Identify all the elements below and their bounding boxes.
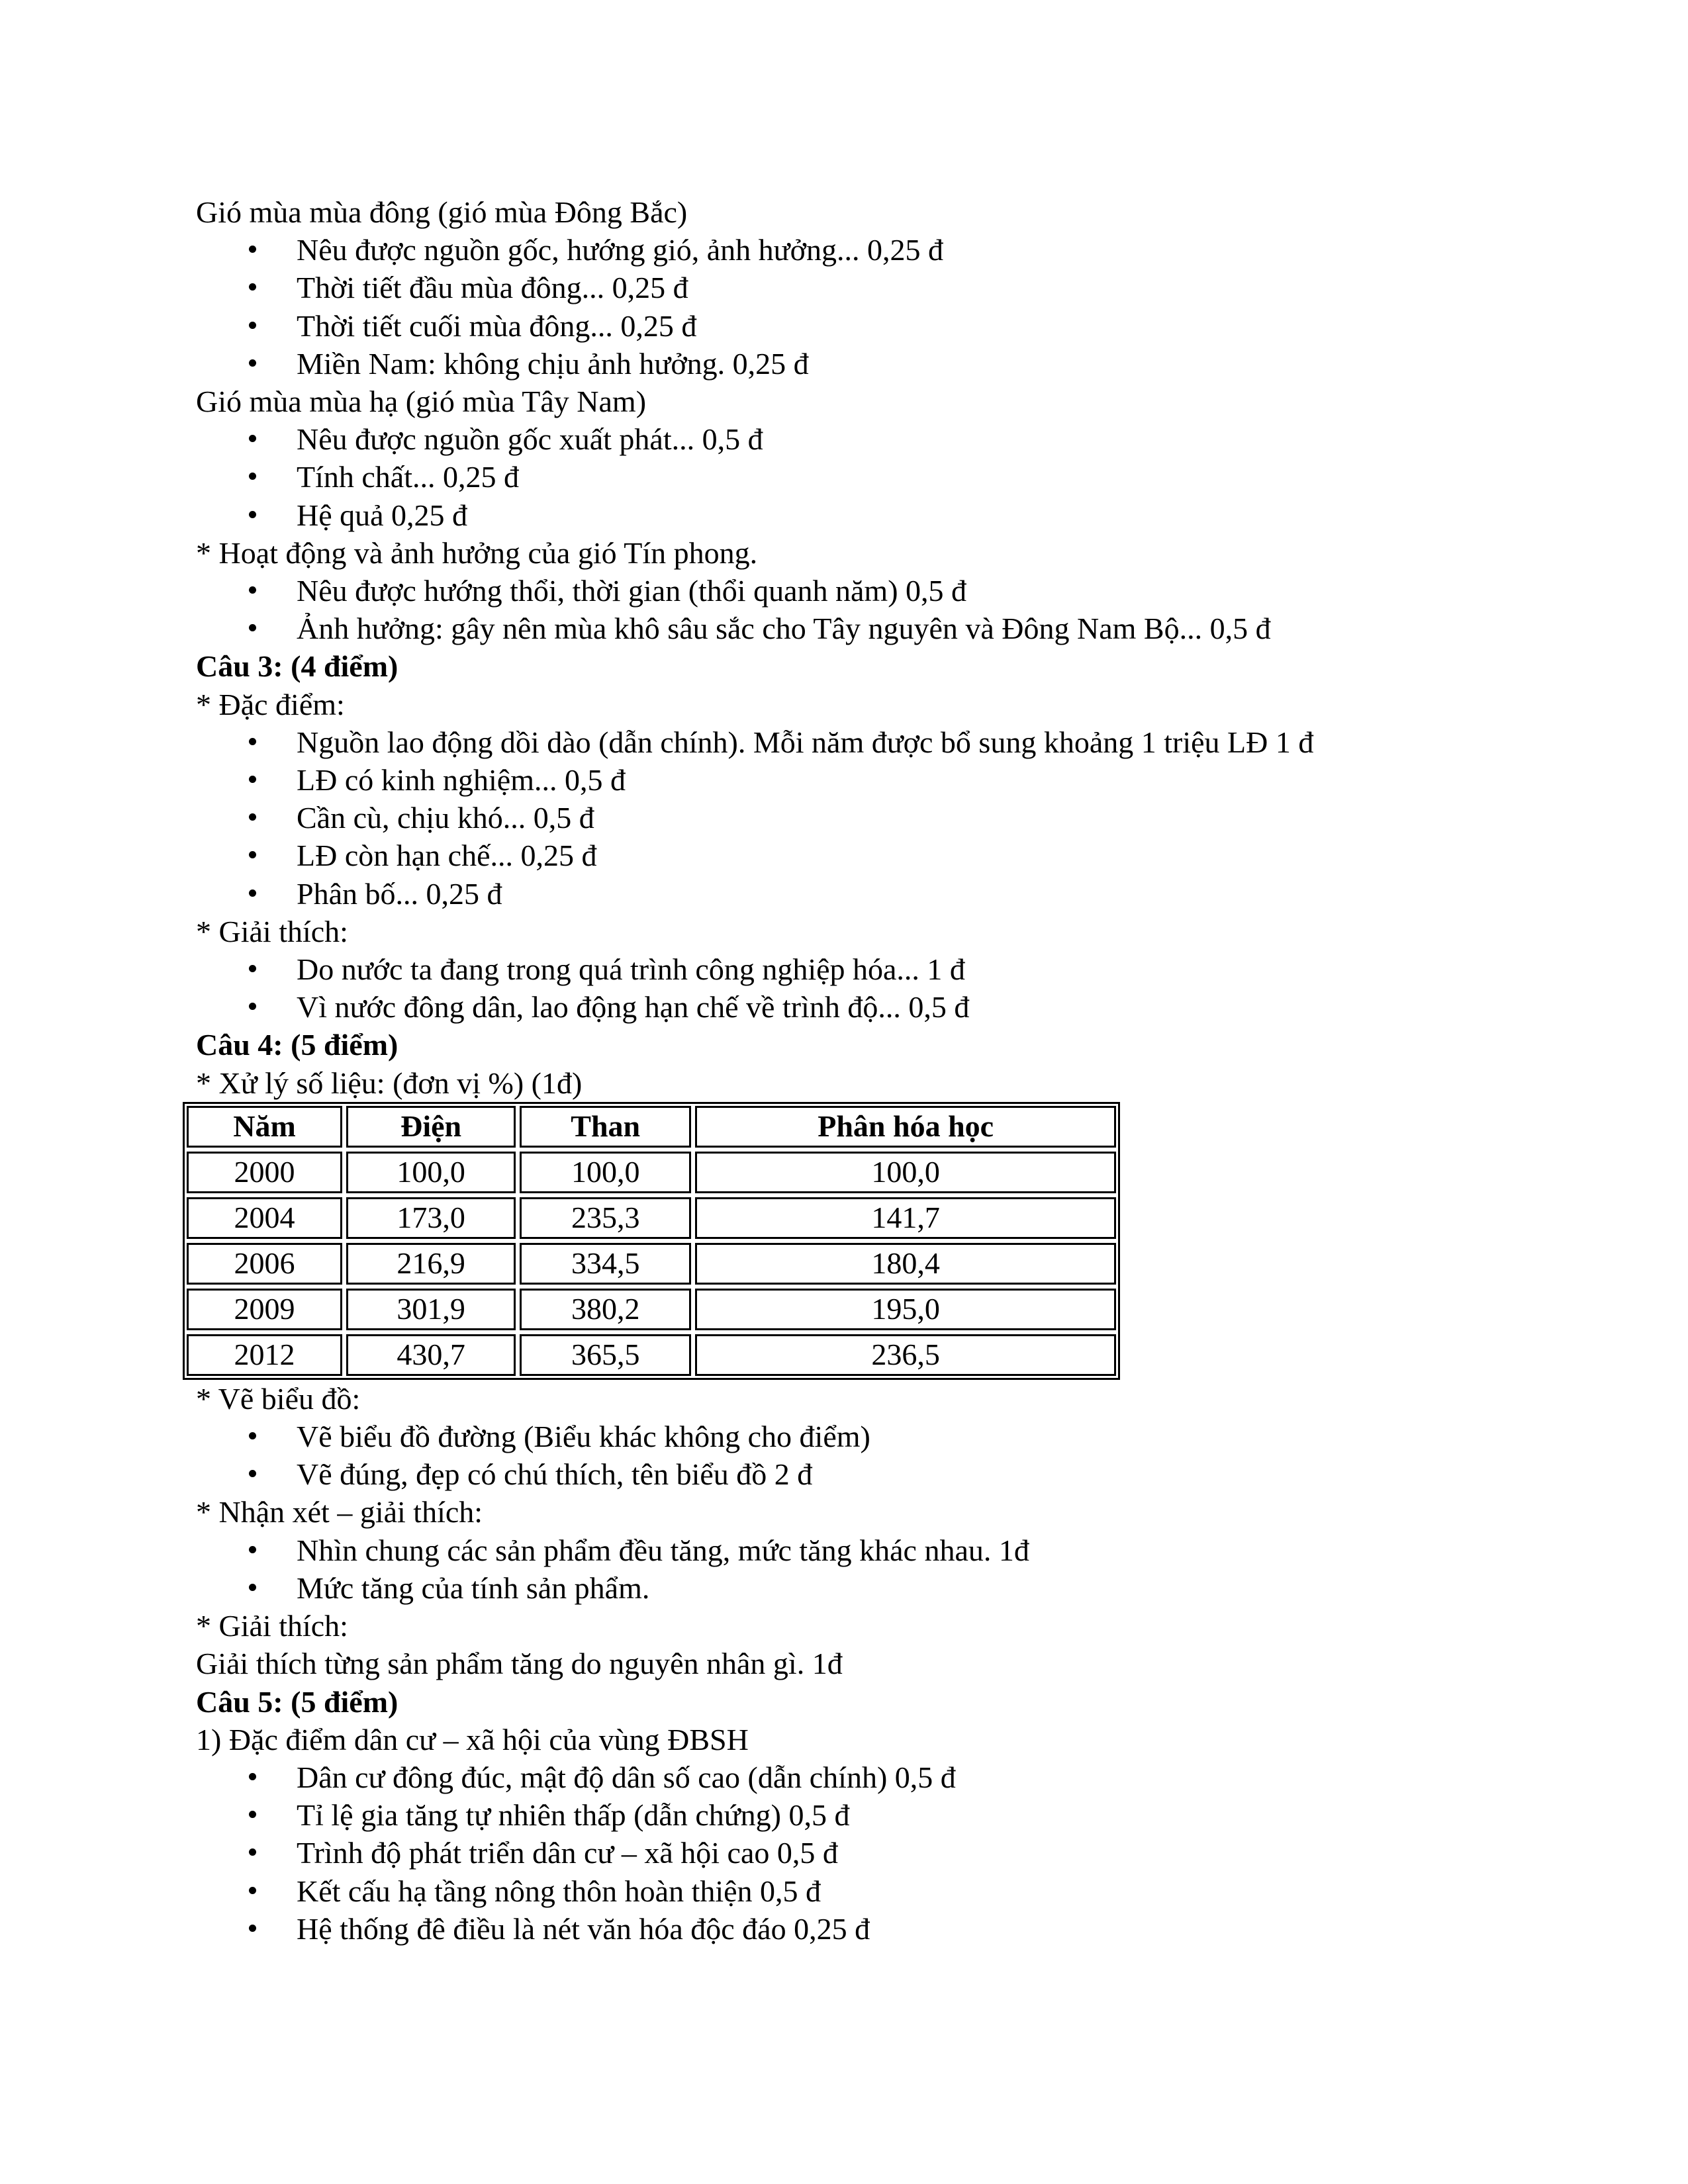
list-item: Nêu được nguồn gốc xuất phát... 0,5 đ [196, 420, 1520, 458]
list-item: Nêu được hướng thổi, thời gian (thổi quanh năm) 0,5 đ [196, 572, 1520, 610]
column-header-year: Năm [187, 1106, 342, 1148]
q4-explain-heading: * Giải thích: [196, 1609, 348, 1643]
table-cell: 301,9 [346, 1289, 516, 1330]
bullet-icon [249, 1584, 256, 1591]
bullet-icon [249, 1848, 256, 1856]
column-header-electricity: Điện [346, 1106, 516, 1148]
bullet-icon [249, 359, 256, 367]
list-item: Vì nước đông dân, lao động hạn chế về trình độ... 0,5 đ [196, 988, 1520, 1026]
list-item: Vẽ đúng, đẹp có chú thích, tên biểu đồ 2 đ [196, 1455, 1520, 1493]
q4-chart-heading: * Vẽ biểu đồ: [196, 1381, 361, 1416]
bullet-icon [249, 1003, 256, 1010]
question-5-title: Câu 5: (5 điểm) [196, 1684, 399, 1719]
list-item: Trình độ phát triển dân cư – xã hội cao 0,5 đ [196, 1834, 1520, 1872]
table-cell: 2006 [187, 1243, 342, 1285]
table-row [187, 1334, 1116, 1376]
table-cell: 141,7 [695, 1197, 1116, 1239]
bullet-icon [249, 889, 256, 897]
list-item: Nhìn chung các sản phẩm đều tăng, mức tăng khác nhau. 1đ [196, 1531, 1520, 1569]
bullet-icon [249, 283, 256, 291]
bullet-icon [249, 1811, 256, 1818]
table-row [187, 1197, 1116, 1239]
bullet-icon [249, 1773, 256, 1780]
q4-explain-text: Giải thích từng sản phẩm tăng do nguyên nhân gì. 1đ [196, 1647, 843, 1681]
bullet-icon [249, 435, 256, 442]
q3-features-list [196, 723, 1520, 913]
bullet-icon [249, 813, 256, 821]
table-cell: 180,4 [695, 1243, 1116, 1285]
q3-features-heading: * Đặc điểm: [196, 687, 345, 721]
table-cell: 236,5 [695, 1334, 1116, 1376]
table-cell: 2012 [187, 1334, 342, 1376]
table-cell: 235,3 [520, 1197, 691, 1239]
list-item: Thời tiết cuối mùa đông... 0,25 đ [196, 307, 1520, 345]
list-item: Miền Nam: không chịu ảnh hưởng. 0,25 đ [196, 345, 1520, 383]
question-4-title: Câu 4: (5 điểm) [196, 1028, 399, 1062]
trade-wind-heading: * Hoạt động và ảnh hưởng của gió Tín phong. [196, 535, 758, 570]
table-row [187, 1243, 1116, 1285]
q3-explain-list [196, 950, 1520, 1026]
winter-monsoon-heading: Gió mùa mùa đông (gió mùa Đông Bắc) [196, 195, 688, 229]
table-cell: 216,9 [346, 1243, 516, 1285]
table-cell: 2000 [187, 1152, 342, 1193]
bullet-icon [249, 322, 256, 329]
list-item: Nêu được nguồn gốc, hướng gió, ảnh hưởng... 0,25 đ [196, 231, 1520, 269]
list-item: LĐ có kinh nghiệm... 0,5 đ [196, 761, 1520, 799]
list-item: Kết cấu hạ tầng nông thôn hoàn thiện 0,5 đ [196, 1872, 1520, 1910]
bullet-icon [249, 1887, 256, 1894]
list-item: Dân cư đông đúc, mật độ dân số cao (dẫn chính) 0,5 đ [196, 1758, 1520, 1796]
column-header-coal: Than [520, 1106, 691, 1148]
list-item: Phân bố... 0,25 đ [196, 875, 1520, 913]
table-cell: 430,7 [346, 1334, 516, 1376]
list-item: Hệ thống đê điều là nét văn hóa độc đáo 0,25 đ [196, 1910, 1520, 1948]
q5-list [196, 1758, 1520, 1948]
table-row [187, 1152, 1116, 1193]
table-cell: 195,0 [695, 1289, 1116, 1330]
bullet-icon [249, 511, 256, 518]
list-item: Do nước ta đang trong quá trình công nghiệp hóa... 1 đ [196, 950, 1520, 988]
table-cell: 100,0 [520, 1152, 691, 1193]
q3-explain-heading: * Giải thích: [196, 914, 348, 948]
list-item: Thời tiết đầu mùa đông... 0,25 đ [196, 269, 1520, 306]
q4-data-heading: * Xử lý số liệu: (đơn vị %) (1đ) [196, 1066, 583, 1100]
bullet-icon [249, 851, 256, 858]
bullet-icon [249, 1925, 256, 1932]
list-item: Hệ quả 0,25 đ [196, 496, 1520, 534]
question-3-title: Câu 3: (4 điểm) [196, 649, 399, 684]
table-cell: 380,2 [520, 1289, 691, 1330]
table-cell: 2009 [187, 1289, 342, 1330]
data-table [183, 1102, 1120, 1380]
q4-chart-list [196, 1418, 1520, 1493]
summer-monsoon-list [196, 420, 1520, 534]
list-item: Cần cù, chịu khó... 0,5 đ [196, 799, 1520, 837]
q5-sub-heading: 1) Đặc điểm dân cư – xã hội của vùng ĐBSH [196, 1722, 749, 1756]
table-cell: 334,5 [520, 1243, 691, 1285]
q4-comment-heading: * Nhận xét – giải thích: [196, 1495, 483, 1529]
document-page [196, 193, 1520, 1948]
bullet-icon [249, 1546, 256, 1553]
bullet-icon [249, 473, 256, 480]
bullet-icon [249, 1432, 256, 1439]
table-row [187, 1289, 1116, 1330]
table-cell: 100,0 [695, 1152, 1116, 1193]
list-item: Vẽ biểu đồ đường (Biểu khác không cho điểm) [196, 1418, 1520, 1455]
trade-wind-list [196, 572, 1520, 647]
table-cell: 173,0 [346, 1197, 516, 1239]
data-table-frame [183, 1102, 1120, 1380]
bullet-icon [249, 965, 256, 972]
q4-comment-list [196, 1531, 1520, 1607]
winter-monsoon-list [196, 231, 1520, 383]
bullet-icon [249, 776, 256, 783]
summer-monsoon-heading: Gió mùa mùa hạ (gió mùa Tây Nam) [196, 385, 647, 419]
list-item: Tỉ lệ gia tăng tự nhiên thấp (dẫn chứng) 0,5 đ [196, 1796, 1520, 1834]
bullet-icon [249, 586, 256, 594]
table-header-row [187, 1106, 1116, 1148]
column-header-fertilizer: Phân hóa học [695, 1106, 1116, 1148]
list-item: Tính chất... 0,25 đ [196, 458, 1520, 496]
table-cell: 100,0 [346, 1152, 516, 1193]
bullet-icon [249, 1470, 256, 1477]
list-item: Mức tăng của tính sản phẩm. [196, 1569, 1520, 1607]
list-item: Nguồn lao động dồi dào (dẫn chính). Mỗi năm được bổ sung khoảng 1 triệu LĐ 1 đ [196, 723, 1520, 761]
list-item: LĐ còn hạn chế... 0,25 đ [196, 837, 1520, 874]
bullet-icon [249, 738, 256, 745]
bullet-icon [249, 624, 256, 631]
table-cell: 365,5 [520, 1334, 691, 1376]
list-item: Ảnh hưởng: gây nên mùa khô sâu sắc cho Tây nguyên và Đông Nam Bộ... 0,5 đ [196, 610, 1520, 647]
bullet-icon [249, 246, 256, 253]
table-cell: 2004 [187, 1197, 342, 1239]
